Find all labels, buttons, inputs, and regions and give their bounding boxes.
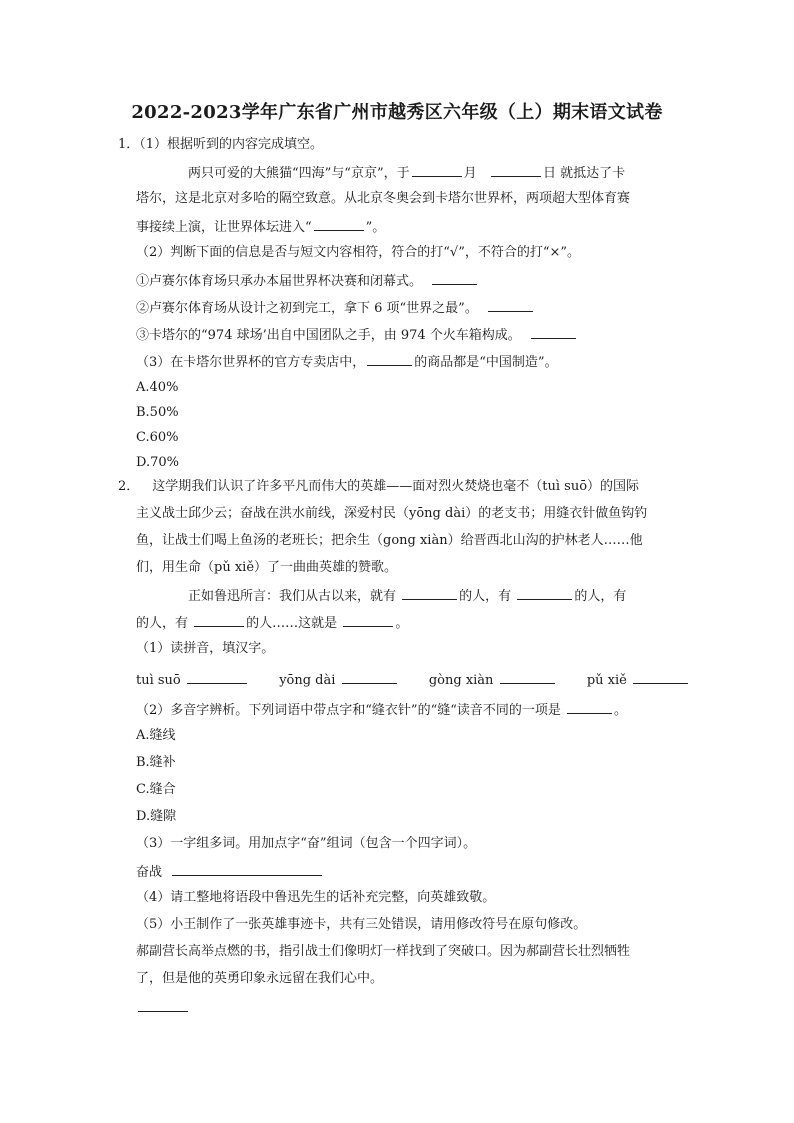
q1-statement-1: ①卢赛尔体育场只承办本届世界杯决赛和闭幕式。 (136, 271, 479, 291)
answer-blank[interactable] (491, 163, 541, 177)
q2-part3-word: 奋战 (136, 862, 324, 882)
q1-passage-line3: 事接续上演，让世界体坛进入“ ”。 (136, 217, 385, 237)
answer-blank[interactable] (517, 586, 572, 600)
q2-quote-line1: 正如鲁迅所言：我们从古以来，就有 的人，有 的人，有 (188, 586, 626, 606)
q1-statement-3: ③卡塔尔的“974 球场’出自中国团队之手，由 974 个火车箱构成。 (136, 325, 578, 345)
q2-number: 2． (118, 479, 140, 494)
q2-part3-label: （3）一字组多词。用加点字“奋”组词（包含一个四字词）。 (136, 836, 477, 851)
q1-option-d[interactable]: D.70% (136, 455, 179, 470)
answer-blank[interactable] (432, 271, 477, 285)
q1-statement-2: ②卢赛尔体育场从设计之初到完工，拿下 6 项“世界之最”。 (136, 298, 535, 318)
q2-part5-answer (136, 998, 190, 1018)
q2-part5-line2: 了，但是他的英勇印象永远留在我们心中。 (136, 971, 384, 986)
answer-blank[interactable] (488, 298, 533, 312)
q1-part3-label: （3）在卡塔尔世界杯的官方专卖店中， 的商品都是“中国制造”。 (136, 352, 558, 372)
q1-part2-label: （2）判断下面的信息是否与短文内容相符，符合的打“√”，不符合的打“×”。 (136, 245, 581, 260)
answer-blank[interactable] (567, 700, 612, 714)
q2-quote-line2: 的人，有 的人……这就是 。 (136, 613, 408, 633)
answer-blank[interactable] (343, 613, 393, 627)
q1-passage-line2: 塔尔，这是北京对多哈的隔空致意。从北京冬奥会到卡塔尔世界杯，两项超大型体育赛 (136, 191, 631, 206)
page-title: 2022-2023学年广东省广州市越秀区六年级（上）期末语文试卷 (131, 102, 663, 123)
answer-blank[interactable] (138, 998, 188, 1012)
q2-passage-line3: 鱼，让战士们喝上鱼汤的老班长；把余生（gong xiàn）给晋西北山沟的护林老人……他 (136, 533, 643, 548)
q2-passage-line2: 主义战士邱少云；奋战在洪水前线，深爱村民（yōng dài）的老支书；用缝衣针做鱼钩钓 (136, 506, 648, 521)
q2-passage-line4: 们，用生命（pǔ xiě）了一曲曲英雄的赞歌。 (136, 560, 398, 575)
answer-blank[interactable] (342, 670, 397, 684)
pinyin-3: gòng xiàn (428, 673, 494, 688)
answer-blank[interactable] (194, 613, 244, 627)
q2-option-d[interactable]: D.缝隙 (136, 809, 177, 824)
answer-blank[interactable] (633, 670, 688, 684)
q2-part1-label: （1）读拼音，填汉字。 (136, 641, 275, 656)
pinyin-4: pǔ xiě (586, 673, 627, 688)
answer-blank[interactable] (402, 586, 457, 600)
answer-blank[interactable] (500, 670, 555, 684)
answer-blank[interactable] (172, 862, 322, 876)
q2-part2-label: （2）多音字辨析。下列词语中带点字和“缝衣针”的“缝“读音不同的一项是 。 (136, 700, 627, 720)
q1-number: 1． (118, 137, 140, 152)
pinyin-2: yōng dài (279, 673, 336, 688)
q1-option-c[interactable]: C.60% (136, 430, 179, 445)
answer-blank[interactable] (314, 217, 364, 231)
q1-option-a[interactable]: A.40% (136, 380, 179, 395)
q2-pinyin-row (136, 670, 690, 690)
q2-part4-label: （4）请工整地将语段中鲁迅先生的话补充完整，向英雄致敬。 (136, 890, 496, 905)
answer-blank[interactable] (412, 163, 462, 177)
q2-passage-line1: 2． 这学期我们认识了许多平凡而伟大的英雄——面对烈火焚烧也毫不（tuì suō）的国际 (118, 479, 640, 494)
q2-part5-line1: 郝副营长高举点燃的书，指引战士们像明灯一样找到了突破口。因为郝副营长壮烈牺牲 (136, 944, 631, 959)
q1-passage-line1: 两只可爱的大熊猫“四海”与“京京”，于 月 日 就抵达了卡 (188, 163, 625, 183)
answer-blank[interactable] (367, 352, 412, 366)
q2-option-a[interactable]: A.缝线 (136, 728, 176, 743)
q1-option-b[interactable]: B.50% (136, 405, 179, 420)
answer-blank[interactable] (531, 325, 576, 339)
pinyin-1: tuì suō (136, 673, 181, 688)
q2-part5-label: （5）小王制作了一张英雄事迹卡，共有三处错误，请用修改符号在原句修改。 (136, 917, 587, 932)
q1-part1-label: 1．（1）根据听到的内容完成填空。 (118, 137, 324, 152)
q2-option-b[interactable]: B.缝补 (136, 755, 176, 770)
answer-blank[interactable] (187, 670, 247, 684)
q2-option-c[interactable]: C.缝合 (136, 782, 176, 797)
